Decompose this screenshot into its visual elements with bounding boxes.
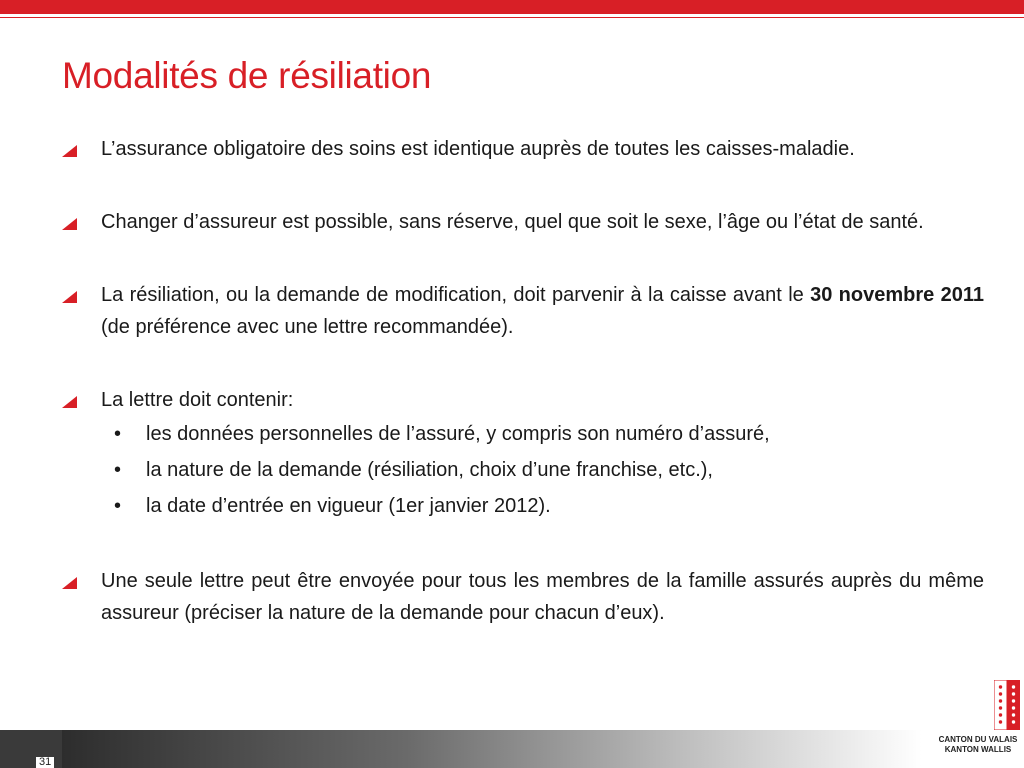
- sub-item-text: la nature de la demande (résiliation, choix d’une franchise, etc.),: [146, 459, 713, 481]
- bullet-item: [62, 279, 984, 343]
- logo-line-1: CANTON DU VALAIS: [938, 735, 1018, 744]
- bullet-triangle-icon: [62, 291, 77, 303]
- bullet-text: Une seule lettre peut être envoyée pour tous les membres de la famille assurés auprès du même assureur (préciser la nature de la demande pour chacun d’eux).: [101, 570, 984, 624]
- canton-logo: [936, 680, 1020, 760]
- bullet-text-start: La résiliation, ou la demande de modification, doit parvenir à la caisse avant le: [101, 284, 811, 306]
- logo-text: [936, 735, 1020, 755]
- sub-bullet-dot: •: [114, 459, 122, 481]
- top-red-band: [0, 0, 1024, 14]
- page-number: 31: [36, 757, 54, 768]
- bullet-text-end: (de préférence avec une lettre recommandée).: [101, 316, 514, 338]
- sub-list-item: [101, 416, 984, 452]
- sub-item-text: les données personnelles de l’assuré, y compris son numéro d’assuré,: [146, 423, 770, 445]
- bullet-triangle-icon: [62, 396, 77, 408]
- bullet-text: L’assurance obligatoire des soins est identique auprès de toutes les caisses-maladie.: [101, 138, 855, 160]
- sub-bullet-dot: •: [114, 495, 122, 517]
- top-red-line: [0, 17, 1024, 18]
- valais-coat-of-arms-icon: [994, 680, 1020, 730]
- bullet-triangle-icon: [62, 577, 77, 589]
- bullet-triangle-icon: [62, 218, 77, 230]
- slide-body: [62, 133, 984, 629]
- sub-item-text: la date d’entrée en vigueur (1er janvier 2012).: [146, 495, 551, 517]
- bullet-item: [62, 384, 984, 524]
- bullet-item: [62, 206, 984, 238]
- logo-line-2: KANTON WALLIS: [944, 745, 1012, 754]
- bullet-item: [62, 133, 984, 165]
- sub-list-item: [101, 488, 984, 524]
- sub-bullet-dot: •: [114, 423, 122, 445]
- bullet-text: Changer d’assureur est possible, sans réserve, quel que soit le sexe, l’âge ou l’état de santé.: [101, 211, 924, 233]
- deadline-date: 30 novembre 2011: [810, 284, 984, 306]
- slide-title: Modalités de résiliation: [62, 54, 432, 96]
- sub-list: [101, 416, 984, 524]
- footer-gradient-bar: [62, 730, 922, 768]
- bullet-triangle-icon: [62, 145, 77, 157]
- bullet-item: [62, 565, 984, 629]
- sub-list-item: [101, 452, 984, 488]
- bullet-text: La lettre doit contenir:: [101, 389, 294, 411]
